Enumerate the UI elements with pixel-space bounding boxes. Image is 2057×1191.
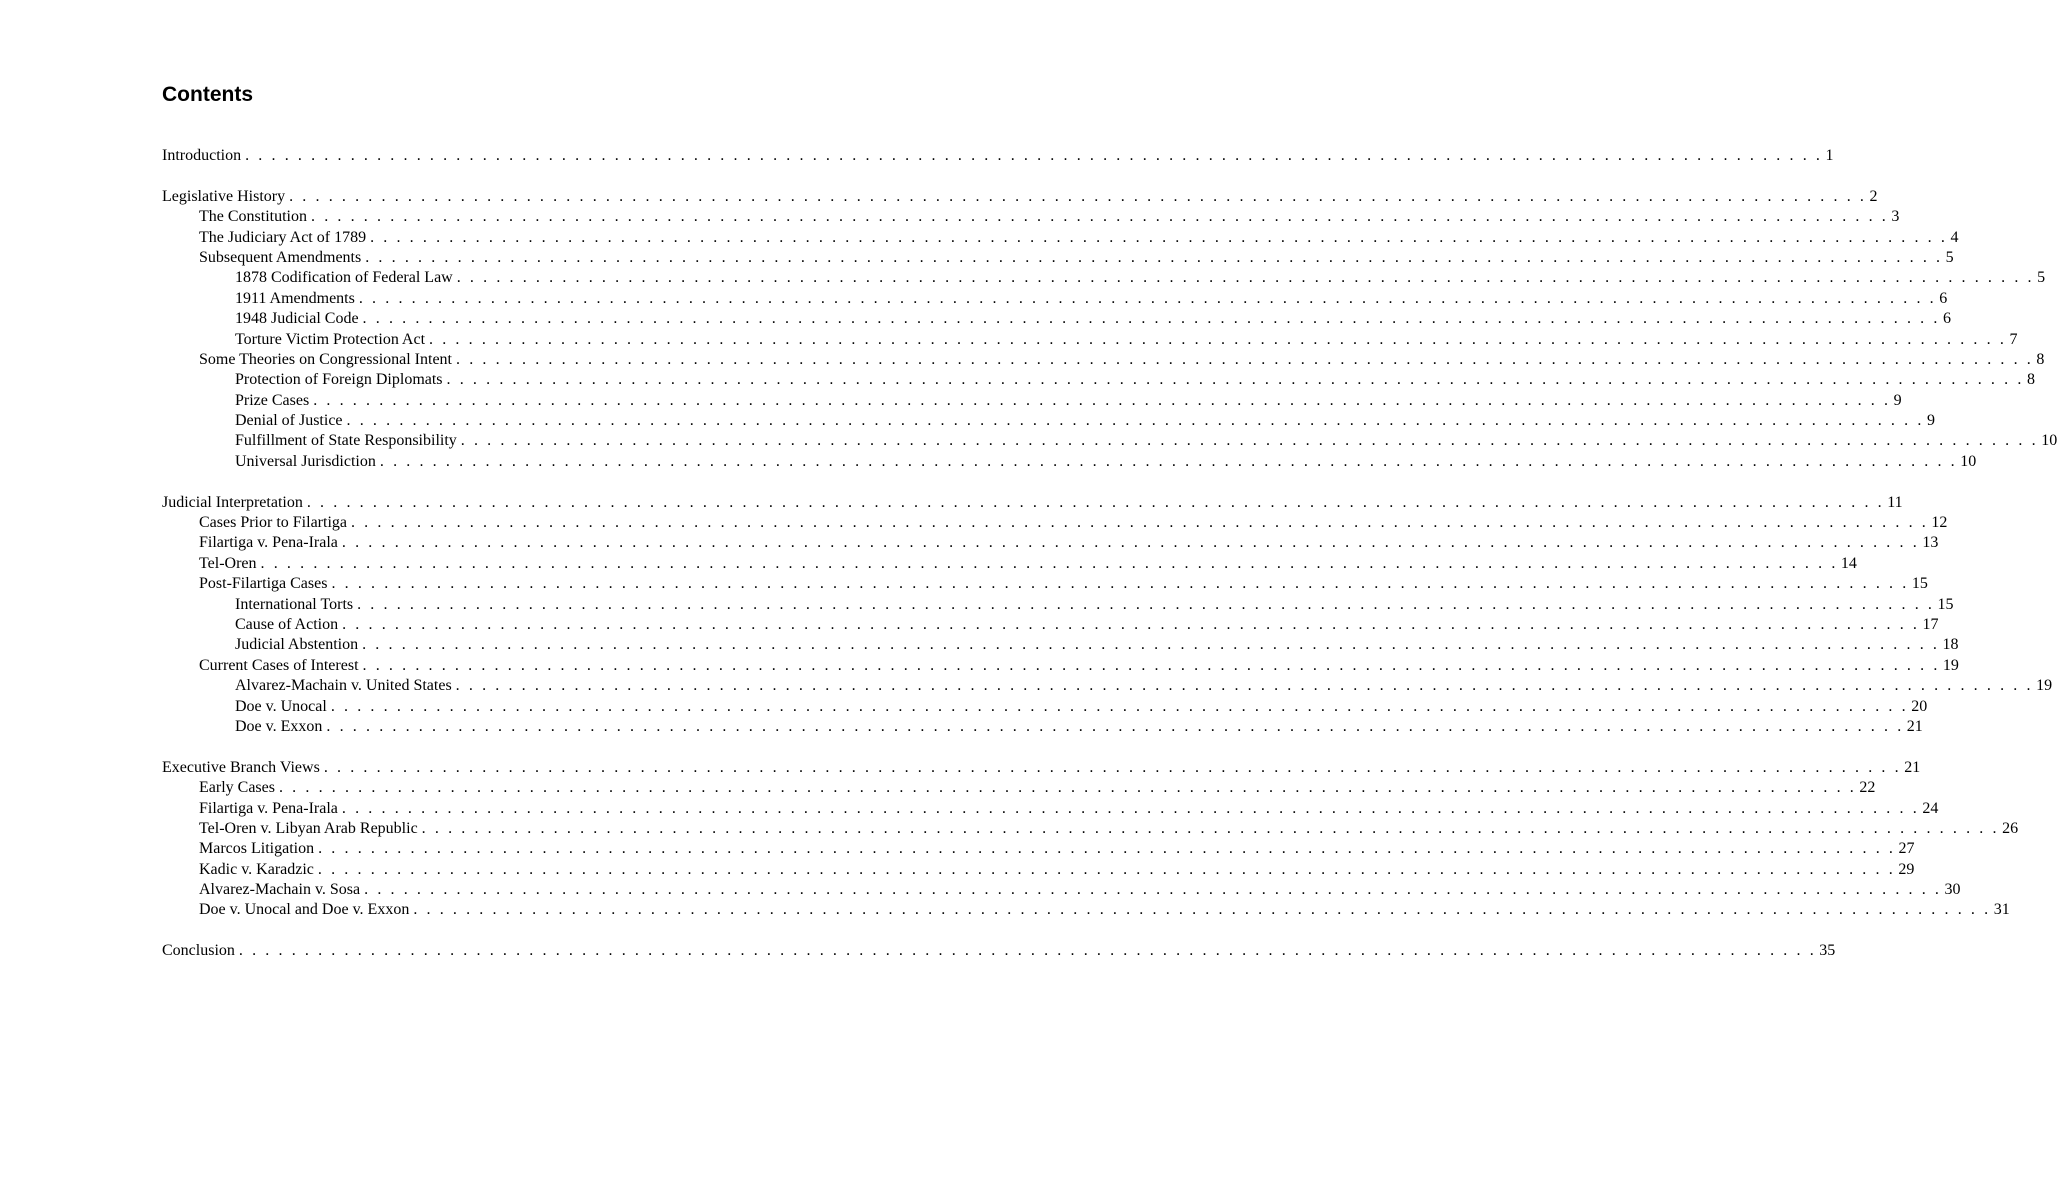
toc-entry-label: Current Cases of Interest xyxy=(199,656,359,674)
dot-leader: . . . . . . . . . . . . . . . . . . . . . . . . . . . . . . . . . . . . . . . . . . . . . . . . . . . . . . . . . . . . . . . . . . . . . . . . . . . . . . . . . . . . . . . . . . . . . . . . . . . . . . . . . . . . . . . . . . . . . . . . xyxy=(342,615,1920,633)
toc-entry-page-number: 30 xyxy=(1944,881,1961,899)
toc-entry-page-number: 19 xyxy=(1942,656,1959,674)
toc-entry-page-number: 9 xyxy=(1893,391,1902,409)
dot-leader: . . . . . . . . . . . . . . . . . . . . . . . . . . . . . . . . . . . . . . . . . . . . . . . . . . . . . . . . . . . . . . . . . . . . . . . . . . . . . . . . . . . . . . . . . . . . . . . . . . . . . . . . . . . . . . . . . . . . . . . . xyxy=(238,942,1817,960)
toc-entry-label: Alvarez-Machain v. United States xyxy=(235,677,452,695)
dot-leader: . . . . . . . . . . . . . . . . . . . . . . . . . . . . . . . . . . . . . . . . . . . . . . . . . . . . . . . . . . . . . . . . . . . . . . . . . . . . . . . . . . . . . . . . . . . . . . . . . . . . . . . . . . . . . . . . . . . . . . . . xyxy=(460,432,2039,450)
toc-entry[interactable] xyxy=(162,431,2057,451)
toc-entry-label: Tel-Oren xyxy=(199,554,257,572)
toc-entry-page-number: 10 xyxy=(2041,432,2057,450)
dot-leader: . . . . . . . . . . . . . . . . . . . . . . . . . . . . . . . . . . . . . . . . . . . . . . . . . . . . . . . . . . . . . . . . . . . . . . . . . . . . . . . . . . . . . . . . . . . . . . . . . . . . . . . . . . . . . . . . . . . . . . . . xyxy=(326,717,1904,735)
toc-entry-page-number: 31 xyxy=(1993,901,2010,919)
toc-entry-label: Doe v. Exxon xyxy=(235,717,323,735)
toc-entry-page-number: 2 xyxy=(1869,187,1878,205)
dot-leader: . . . . . . . . . . . . . . . . . . . . . . . . . . . . . . . . . . . . . . . . . . . . . . . . . . . . . . . . . . . . . . . . . . . . . . . . . . . . . . . . . . . . . . . . . . . . . . . . . . . . . . . . . . . . . . . . . . . . . . . . xyxy=(311,208,1889,226)
dot-leader: . . . . . . . . . . . . . . . . . . . . . . . . . . . . . . . . . . . . . . . . . . . . . . . . . . . . . . . . . . . . . . . . . . . . . . . . . . . . . . . . . . . . . . . . . . . . . . . . . . . . . . . . . . . . . . . . . . . . . . . . xyxy=(358,289,1937,307)
toc-entry[interactable] xyxy=(162,513,1948,533)
toc-entry[interactable] xyxy=(162,799,1939,819)
toc-entry-label: The Judiciary Act of 1789 xyxy=(199,228,367,246)
toc-entry-page-number: 12 xyxy=(1931,514,1948,532)
toc-entry-label: Fulfillment of State Responsibility xyxy=(235,432,457,450)
dot-leader: . . . . . . . . . . . . . . . . . . . . . . . . . . . . . . . . . . . . . . . . . . . . . . . . . . . . . . . . . . . . . . . . . . . . . . . . . . . . . . . . . . . . . . . . . . . . . . . . . . . . . . . . . . . . . . . . . . . . . . . . xyxy=(413,901,1991,919)
dot-leader: . . . . . . . . . . . . . . . . . . . . . . . . . . . . . . . . . . . . . . . . . . . . . . . . . . . . . . . . . . . . . . . . . . . . . . . . . . . . . . . . . . . . . . . . . . . . . . . . . . . . . . . . . . . . . . . . . . . . . . . . xyxy=(364,881,1942,899)
toc-entry-label: The Constitution xyxy=(199,208,307,226)
toc-entry-label: Cases Prior to Filartiga xyxy=(199,514,347,532)
toc-entry-page-number: 1 xyxy=(1825,147,1834,164)
toc-entry-label: Some Theories on Congressional Intent xyxy=(199,350,452,368)
toc-entry-label: 1948 Judicial Code xyxy=(235,310,359,328)
toc-entry[interactable] xyxy=(162,533,1939,553)
toc-entry-page-number: 20 xyxy=(1911,697,1928,715)
toc-entry[interactable] xyxy=(162,574,1928,594)
toc-entry[interactable] xyxy=(162,350,2045,370)
toc-entry-label: Judicial Interpretation xyxy=(162,493,303,511)
dot-leader: . . . . . . . . . . . . . . . . . . . . . . . . . . . . . . . . . . . . . . . . . . . . . . . . . . . . . . . . . . . . . . . . . . . . . . . . . . . . . . . . . . . . . . . . . . . . . . . . . . . . . . . . . . . . . . . . . . . . . . . . xyxy=(289,187,1867,205)
dot-leader: . . . . . . . . . . . . . . . . . . . . . . . . . . . . . . . . . . . . . . . . . . . . . . . . . . . . . . . . . . . . . . . . . . . . . . . . . . . . . . . . . . . . . . . . . . . . . . . . . . . . . . . . . . . . . . . . . . . . . . . . xyxy=(421,819,2000,837)
toc-entry[interactable] xyxy=(162,411,1935,431)
dot-leader: . . . . . . . . . . . . . . . . . . . . . . . . . . . . . . . . . . . . . . . . . . . . . . . . . . . . . . . . . . . . . . . . . . . . . . . . . . . . . . . . . . . . . . . . . . . . . . . . . . . . . . . . . . . . . . . . . . . . . . . . xyxy=(331,575,1909,593)
toc-entry-page-number: 5 xyxy=(2037,269,2046,287)
toc-entry-page-number: 21 xyxy=(1904,758,1921,776)
toc-entry-page-number: 24 xyxy=(1922,799,1939,817)
toc-entry[interactable] xyxy=(162,860,1915,880)
toc-entry-page-number: 15 xyxy=(1911,575,1928,593)
toc-entry-label: 1878 Codification of Federal Law xyxy=(235,269,453,287)
toc-entry[interactable] xyxy=(162,493,1903,513)
toc-entry[interactable] xyxy=(162,778,1876,798)
toc-entry-label: Torture Victim Protection Act xyxy=(235,330,426,348)
dot-leader: . . . . . . . . . . . . . . . . . . . . . . . . . . . . . . . . . . . . . . . . . . . . . . . . . . . . . . . . . . . . . . . . . . . . . . . . . . . . . . . . . . . . . . . . . . . . . . . . . . . . . . . . . . . . . . . . . . . . . . . . xyxy=(278,779,1857,797)
toc-entry-page-number: 3 xyxy=(1891,208,1900,226)
dot-leader: . . . . . . . . . . . . . . . . . . . . . . . . . . . . . . . . . . . . . . . . . . . . . . . . . . . . . . . . . . . . . . . . . . . . . . . . . . . . . . . . . . . . . . . . . . . . . . . . . . . . . . . . . . . . . . . . . . . . . . . . xyxy=(456,269,2035,287)
toc-entry-page-number: 6 xyxy=(1939,289,1948,307)
dot-leader: . . . . . . . . . . . . . . . . . . . . . . . . . . . . . . . . . . . . . . . . . . . . . . . . . . . . . . . . . . . . . . . . . . . . . . . . . . . . . . . . . . . . . . . . . . . . . . . . . . . . . . . . . . . . . . . . . . . . . . . . xyxy=(341,799,1920,817)
toc-entry[interactable] xyxy=(162,146,1834,166)
toc-entry[interactable] xyxy=(162,309,1951,329)
toc-entry[interactable] xyxy=(162,452,1977,472)
dot-leader: . . . . . . . . . . . . . . . . . . . . . . . . . . . . . . . . . . . . . . . . . . . . . . . . . . . . . . . . . . . . . . . . . . . . . . . . . . . . . . . . . . . . . . . . . . . . . . . . . . . . . . . . . . . . . . . . . . . . . . . . xyxy=(357,595,1935,613)
toc-entry-label: Kadic v. Karadzic xyxy=(199,860,314,878)
toc-entry[interactable] xyxy=(162,635,1959,655)
toc-entry[interactable] xyxy=(162,248,1954,268)
dot-leader: . . . . . . . . . . . . . . . . . . . . . . . . . . . . . . . . . . . . . . . . . . . . . . . . . . . . . . . . . . . . . . . . . . . . . . . . . . . . . . . . . . . . . . . . . . . . . . . . . . . . . . . . . . . . . . . . . . . . . . . . xyxy=(330,697,1909,715)
toc-entry-label: Marcos Litigation xyxy=(199,840,315,858)
dot-leader: . . . . . . . . . . . . . . . . . . . . . . . . . . . . . . . . . . . . . . . . . . . . . . . . . . . . . . . . . . . . . . . . . . . . . . . . . . . . . . . . . . . . . . . . . . . . . . . . . . . . . . . . . . . . . . . . . . . . . . . . xyxy=(245,147,1823,164)
toc-entry[interactable] xyxy=(162,391,1902,411)
toc-entry[interactable] xyxy=(162,758,1921,778)
toc-entry-label: 1911 Amendments xyxy=(235,289,355,307)
toc-entry-page-number: 4 xyxy=(1950,228,1959,246)
dot-leader: . . . . . . . . . . . . . . . . . . . . . . . . . . . . . . . . . . . . . . . . . . . . . . . . . . . . . . . . . . . . . . . . . . . . . . . . . . . . . . . . . . . . . . . . . . . . . . . . . . . . . . . . . . . . . . . . . . . . . . . . xyxy=(313,391,1891,409)
toc-entry[interactable] xyxy=(162,207,1900,227)
dot-leader: . . . . . . . . . . . . . . . . . . . . . . . . . . . . . . . . . . . . . . . . . . . . . . . . . . . . . . . . . . . . . . . . . . . . . . . . . . . . . . . . . . . . . . . . . . . . . . . . . . . . . . . . . . . . . . . . . . . . . . . . xyxy=(306,493,1885,511)
dot-leader: . . . . . . . . . . . . . . . . . . . . . . . . . . . . . . . . . . . . . . . . . . . . . . . . . . . . . . . . . . . . . . . . . . . . . . . . . . . . . . . . . . . . . . . . . . . . . . . . . . . . . . . . . . . . . . . . . . . . . . . . xyxy=(317,860,1896,878)
dot-leader: . . . . . . . . . . . . . . . . . . . . . . . . . . . . . . . . . . . . . . . . . . . . . . . . . . . . . . . . . . . . . . . . . . . . . . . . . . . . . . . . . . . . . . . . . . . . . . . . . . . . . . . . . . . . . . . . . . . . . . . . xyxy=(429,330,2007,348)
toc-entry[interactable] xyxy=(162,656,1959,676)
toc-entry[interactable] xyxy=(162,554,1857,574)
toc-entry-page-number: 9 xyxy=(1926,412,1935,430)
toc-entry[interactable] xyxy=(162,615,1939,635)
dot-leader: . . . . . . . . . . . . . . . . . . . . . . . . . . . . . . . . . . . . . . . . . . . . . . . . . . . . . . . . . . . . . . . . . . . . . . . . . . . . . . . . . . . . . . . . . . . . . . . . . . . . . . . . . . . . . . . . . . . . . . . . xyxy=(341,534,1920,552)
toc-entry-page-number: 19 xyxy=(2036,677,2053,695)
dot-leader: . . . . . . . . . . . . . . . . . . . . . . . . . . . . . . . . . . . . . . . . . . . . . . . . . . . . . . . . . . . . . . . . . . . . . . . . . . . . . . . . . . . . . . . . . . . . . . . . . . . . . . . . . . . . . . . . . . . . . . . . xyxy=(446,371,2024,389)
toc-entry-label: Introduction xyxy=(162,147,242,164)
toc-entry-label: Protection of Foreign Diplomats xyxy=(235,371,443,389)
dot-leader: . . . . . . . . . . . . . . . . . . . . . . . . . . . . . . . . . . . . . . . . . . . . . . . . . . . . . . . . . . . . . . . . . . . . . . . . . . . . . . . . . . . . . . . . . . . . . . . . . . . . . . . . . . . . . . . . . . . . . . . . xyxy=(379,452,1958,470)
toc-entry-page-number: 22 xyxy=(1859,779,1876,797)
toc-entry-label: Post-Filartiga Cases xyxy=(199,575,328,593)
dot-leader: . . . . . . . . . . . . . . . . . . . . . . . . . . . . . . . . . . . . . . . . . . . . . . . . . . . . . . . . . . . . . . . . . . . . . . . . . . . . . . . . . . . . . . . . . . . . . . . . . . . . . . . . . . . . . . . . . . . . . . . . xyxy=(350,514,1929,532)
dot-leader: . . . . . . . . . . . . . . . . . . . . . . . . . . . . . . . . . . . . . . . . . . . . . . . . . . . . . . . . . . . . . . . . . . . . . . . . . . . . . . . . . . . . . . . . . . . . . . . . . . . . . . . . . . . . . . . . . . . . . . . . xyxy=(455,677,2034,695)
dot-leader: . . . . . . . . . . . . . . . . . . . . . . . . . . . . . . . . . . . . . . . . . . . . . . . . . . . . . . . . . . . . . . . . . . . . . . . . . . . . . . . . . . . . . . . . . . . . . . . . . . . . . . . . . . . . . . . . . . . . . . . . xyxy=(365,248,1943,266)
dot-leader: . . . . . . . . . . . . . . . . . . . . . . . . . . . . . . . . . . . . . . . . . . . . . . . . . . . . . . . . . . . . . . . . . . . . . . . . . . . . . . . . . . . . . . . . . . . . . . . . . . . . . . . . . . . . . . . . . . . . . . . . xyxy=(362,310,1940,328)
toc-entry-page-number: 17 xyxy=(1922,615,1939,633)
toc-entry-label: Tel-Oren v. Libyan Arab Republic xyxy=(199,819,418,837)
toc-entry-page-number: 11 xyxy=(1887,493,1903,511)
toc-entry[interactable] xyxy=(162,289,1948,309)
toc-entry[interactable] xyxy=(162,900,2010,920)
toc-entry[interactable] xyxy=(162,819,2019,839)
toc-entry-page-number: 13 xyxy=(1922,534,1939,552)
toc-entry[interactable] xyxy=(162,676,2053,696)
toc-entry-label: Legislative History xyxy=(162,187,286,205)
toc-entry-label: Prize Cases xyxy=(235,391,310,409)
toc-entry-page-number: 26 xyxy=(2002,819,2019,837)
toc-entry-label: Alvarez-Machain v. Sosa xyxy=(199,881,361,899)
toc-entry-label: Subsequent Amendments xyxy=(199,248,362,266)
toc-entry-label: Doe v. Unocal xyxy=(235,697,327,715)
toc-entry-page-number: 5 xyxy=(1945,248,1954,266)
toc-entry-page-number: 10 xyxy=(1960,452,1977,470)
toc-entry-page-number: 35 xyxy=(1819,942,1836,960)
dot-leader: . . . . . . . . . . . . . . . . . . . . . . . . . . . . . . . . . . . . . . . . . . . . . . . . . . . . . . . . . . . . . . . . . . . . . . . . . . . . . . . . . . . . . . . . . . . . . . . . . . . . . . . . . . . . . . . . . . . . . . . . xyxy=(260,554,1838,572)
toc-entry-page-number: 18 xyxy=(1942,636,1959,654)
toc-entry-page-number: 8 xyxy=(2036,350,2045,368)
dot-leader: . . . . . . . . . . . . . . . . . . . . . . . . . . . . . . . . . . . . . . . . . . . . . . . . . . . . . . . . . . . . . . . . . . . . . . . . . . . . . . . . . . . . . . . . . . . . . . . . . . . . . . . . . . . . . . . . . . . . . . . . xyxy=(362,636,1940,654)
toc-entry-page-number: 29 xyxy=(1898,860,1915,878)
toc-entry[interactable] xyxy=(162,839,1915,859)
toc-entry-label: Filartiga v. Pena-Irala xyxy=(199,799,338,817)
toc-entry-label: Early Cases xyxy=(199,779,275,797)
table-of-contents xyxy=(162,146,2057,962)
dot-leader: . . . . . . . . . . . . . . . . . . . . . . . . . . . . . . . . . . . . . . . . . . . . . . . . . . . . . . . . . . . . . . . . . . . . . . . . . . . . . . . . . . . . . . . . . . . . . . . . . . . . . . . . . . . . . . . . . . . . . . . . xyxy=(346,412,1924,430)
toc-entry-page-number: 27 xyxy=(1898,840,1915,858)
toc-entry-page-number: 15 xyxy=(1937,595,1954,613)
toc-entry-label: Denial of Justice xyxy=(235,412,343,430)
toc-entry[interactable] xyxy=(162,941,1836,961)
toc-entry[interactable] xyxy=(162,330,2018,350)
page-title: Contents xyxy=(162,83,253,106)
dot-leader: . . . . . . . . . . . . . . . . . . . . . . . . . . . . . . . . . . . . . . . . . . . . . . . . . . . . . . . . . . . . . . . . . . . . . . . . . . . . . . . . . . . . . . . . . . . . . . . . . . . . . . . . . . . . . . . . . . . . . . . . xyxy=(318,840,1896,858)
dot-leader: . . . . . . . . . . . . . . . . . . . . . . . . . . . . . . . . . . . . . . . . . . . . . . . . . . . . . . . . . . . . . . . . . . . . . . . . . . . . . . . . . . . . . . . . . . . . . . . . . . . . . . . . . . . . . . . . . . . . . . . . xyxy=(362,656,1940,674)
toc-entry[interactable] xyxy=(162,717,1923,737)
toc-entry-label: Filartiga v. Pena-Irala xyxy=(199,534,338,552)
dot-leader: . . . . . . . . . . . . . . . . . . . . . . . . . . . . . . . . . . . . . . . . . . . . . . . . . . . . . . . . . . . . . . . . . . . . . . . . . . . . . . . . . . . . . . . . . . . . . . . . . . . . . . . . . . . . . . . . . . . . . . . . xyxy=(370,228,1948,246)
toc-entry-page-number: 14 xyxy=(1840,554,1857,572)
toc-entry-page-number: 8 xyxy=(2026,371,2035,389)
toc-entry[interactable] xyxy=(162,370,2035,390)
toc-entry[interactable] xyxy=(162,697,1928,717)
toc-entry-label: Doe v. Unocal and Doe v. Exxon xyxy=(199,901,410,919)
toc-entry-label: Conclusion xyxy=(162,942,235,960)
toc-entry-page-number: 6 xyxy=(1942,310,1951,328)
toc-entry[interactable] xyxy=(162,268,2046,288)
toc-entry-page-number: 7 xyxy=(2009,330,2018,348)
toc-entry-label: Cause of Action xyxy=(235,615,339,633)
toc-entry-page-number: 21 xyxy=(1906,717,1923,735)
dot-leader: . . . . . . . . . . . . . . . . . . . . . . . . . . . . . . . . . . . . . . . . . . . . . . . . . . . . . . . . . . . . . . . . . . . . . . . . . . . . . . . . . . . . . . . . . . . . . . . . . . . . . . . . . . . . . . . . . . . . . . . . xyxy=(323,758,1902,776)
toc-entry[interactable] xyxy=(162,880,1961,900)
toc-entry[interactable] xyxy=(162,595,1954,615)
toc-entry[interactable] xyxy=(162,228,1959,248)
toc-entry-label: Universal Jurisdiction xyxy=(235,452,376,470)
toc-entry-label: Executive Branch Views xyxy=(162,758,320,776)
dot-leader: . . . . . . . . . . . . . . . . . . . . . . . . . . . . . . . . . . . . . . . . . . . . . . . . . . . . . . . . . . . . . . . . . . . . . . . . . . . . . . . . . . . . . . . . . . . . . . . . . . . . . . . . . . . . . . . . . . . . . . . . xyxy=(456,350,2034,368)
toc-entry[interactable] xyxy=(162,187,1878,207)
toc-entry-label: International Torts xyxy=(235,595,354,613)
toc-entry-label: Judicial Abstention xyxy=(235,636,359,654)
